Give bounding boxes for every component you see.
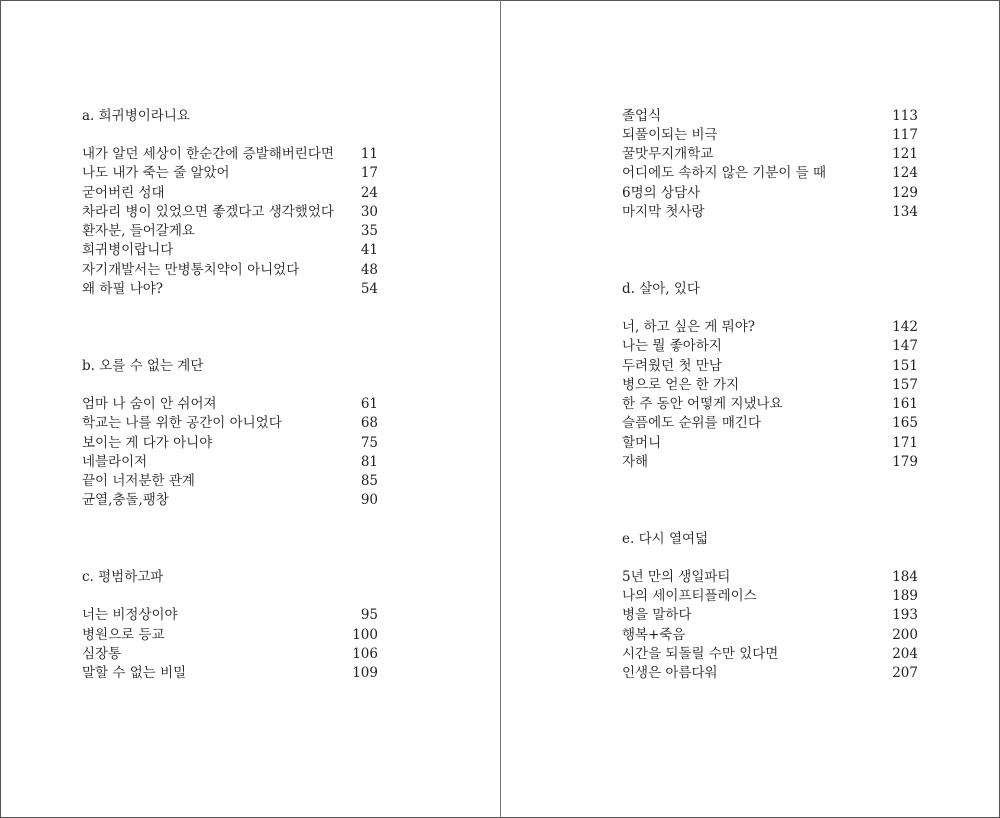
entry-title: 왜 하필 나야? <box>82 281 164 297</box>
toc-entry[interactable] <box>82 145 378 164</box>
entry-page-number: 165 <box>892 415 918 431</box>
toc-entry[interactable] <box>82 280 378 299</box>
toc-entry[interactable] <box>82 203 378 222</box>
section-heading-d: d. 살아, 있다 <box>622 281 700 297</box>
toc-entry[interactable] <box>622 357 918 376</box>
entry-title: 나는 뭘 좋아하지 <box>622 338 722 354</box>
entry-page-number: 90 <box>360 492 378 508</box>
entry-title: 시간을 되돌릴 수만 있다면 <box>622 646 779 662</box>
toc-entry[interactable] <box>622 587 918 606</box>
toc-entry[interactable] <box>82 395 378 414</box>
entry-page-number: 113 <box>892 108 918 124</box>
entry-page-number: 100 <box>352 627 378 643</box>
entry-page-number: 30 <box>360 204 378 220</box>
entry-page-number: 207 <box>892 665 918 681</box>
entry-page-number: 54 <box>360 281 378 297</box>
entry-page-number: 134 <box>892 204 918 220</box>
toc-entry[interactable] <box>622 626 918 645</box>
entry-title: 5년 만의 생일파티 <box>622 569 731 585</box>
entry-page-number: 147 <box>892 338 918 354</box>
entry-title: 끝이 너저분한 관계 <box>82 473 195 489</box>
entry-title: 인생은 아름다워 <box>622 665 718 681</box>
entry-title: 보이는 게 다가 아니야 <box>82 435 213 451</box>
entry-page-number: 142 <box>892 319 918 335</box>
toc-entry[interactable] <box>82 472 378 491</box>
entry-page-number: 35 <box>360 223 378 239</box>
entry-title: 자기개발서는 만병통치약이 아니었다 <box>82 262 300 278</box>
entry-page-number: 61 <box>360 396 378 412</box>
toc-entry[interactable] <box>622 453 918 472</box>
entry-title: 나의 세이프티플레이스 <box>622 588 757 604</box>
entry-title: 꿀맛무지개학교 <box>622 146 714 162</box>
entry-title: 6명의 상담사 <box>622 185 701 201</box>
entry-title: 나도 내가 죽는 줄 알았어 <box>82 165 230 181</box>
entry-page-number: 189 <box>892 588 918 604</box>
left-page <box>82 0 378 818</box>
entry-title: 병을 말하다 <box>622 607 692 623</box>
entry-page-number: 161 <box>892 396 918 412</box>
entry-page-number: 75 <box>360 435 378 451</box>
section-heading-c: c. 평범하고파 <box>82 569 164 585</box>
toc-entry[interactable] <box>622 395 918 414</box>
entry-title: 심장통 <box>82 646 122 662</box>
entry-title: 되풀이되는 비극 <box>622 127 718 143</box>
entry-page-number: 200 <box>892 627 918 643</box>
section-heading-e: e. 다시 열여덟 <box>622 531 709 547</box>
book-spine-divider <box>500 0 501 818</box>
toc-entry[interactable] <box>622 145 918 164</box>
entry-page-number: 117 <box>892 127 918 143</box>
entry-page-number: 41 <box>360 242 378 258</box>
entry-page-number: 179 <box>892 454 918 470</box>
entry-page-number: 109 <box>352 665 378 681</box>
entry-page-number: 24 <box>360 185 378 201</box>
entry-title: 학교는 나를 위한 공간이 아니었다 <box>82 415 282 431</box>
toc-entry[interactable] <box>82 241 378 260</box>
toc-entry[interactable] <box>82 164 378 183</box>
toc-entry[interactable] <box>622 568 918 587</box>
entry-title: 졸업식 <box>622 108 662 124</box>
entry-title: 희귀병이랍니다 <box>82 242 174 258</box>
toc-entry[interactable] <box>82 491 378 510</box>
entry-page-number: 11 <box>360 146 378 162</box>
entry-page-number: 204 <box>892 646 918 662</box>
entry-page-number: 95 <box>360 607 378 623</box>
toc-entry[interactable] <box>82 222 378 241</box>
entry-title: 두려웠던 첫 만남 <box>622 358 722 374</box>
toc-entry[interactable] <box>82 645 378 664</box>
toc-entry[interactable] <box>82 606 378 625</box>
toc-entry[interactable] <box>82 414 378 433</box>
entry-title: 굳어버린 성대 <box>82 185 165 201</box>
entry-page-number: 171 <box>892 435 918 451</box>
entry-title: 마지막 첫사랑 <box>622 204 705 220</box>
entry-page-number: 48 <box>360 262 378 278</box>
toc-entry[interactable] <box>622 318 918 337</box>
entry-page-number: 17 <box>360 165 378 181</box>
section-heading-a: a. 희귀병이라니요 <box>82 108 190 124</box>
toc-entry[interactable] <box>622 664 918 683</box>
entry-title: 차라리 병이 있었으면 좋겠다고 생각했었다 <box>82 204 334 220</box>
toc-entry[interactable] <box>82 434 378 453</box>
entry-title: 엄마 나 숨이 안 쉬어져 <box>82 396 217 412</box>
entry-title: 자해 <box>622 454 649 470</box>
entry-page-number: 193 <box>892 607 918 623</box>
entry-title: 한 주 동안 어떻게 지냈나요 <box>622 396 783 412</box>
section-heading-b: b. 오를 수 없는 계단 <box>82 358 204 374</box>
entry-page-number: 106 <box>352 646 378 662</box>
entry-page-number: 85 <box>360 473 378 489</box>
toc-entry[interactable] <box>622 184 918 203</box>
entry-page-number: 157 <box>892 377 918 393</box>
toc-entry[interactable] <box>622 376 918 395</box>
right-page <box>622 0 918 818</box>
toc-entry[interactable] <box>622 126 918 145</box>
toc-entry[interactable] <box>622 606 918 625</box>
entry-page-number: 121 <box>892 146 918 162</box>
entry-title: 말할 수 없는 비밀 <box>82 665 187 681</box>
entry-title: 슬픔에도 순위를 매긴다 <box>622 415 761 431</box>
toc-entry[interactable] <box>82 261 378 280</box>
entry-title: 네블라이저 <box>82 454 148 470</box>
entry-title: 환자분, 들어갈게요 <box>82 223 195 239</box>
toc-entry[interactable] <box>622 107 918 126</box>
entry-title: 병으로 얻은 한 가지 <box>622 377 740 393</box>
toc-entry[interactable] <box>622 337 918 356</box>
entry-title: 병원으로 등교 <box>82 627 165 643</box>
entry-title: 균열,충돌,팽창 <box>82 492 169 508</box>
entry-page-number: 124 <box>892 165 918 181</box>
toc-entry[interactable] <box>622 203 918 222</box>
entry-page-number: 151 <box>892 358 918 374</box>
toc-entry[interactable] <box>622 164 918 183</box>
entry-page-number: 184 <box>892 569 918 585</box>
entry-page-number: 81 <box>360 454 378 470</box>
entry-page-number: 129 <box>892 185 918 201</box>
entry-page-number: 68 <box>360 415 378 431</box>
entry-title: 할머니 <box>622 435 662 451</box>
toc-entry[interactable] <box>82 664 378 683</box>
toc-entry[interactable] <box>82 453 378 472</box>
entry-title: 너, 하고 싶은 게 뭐야? <box>622 319 756 335</box>
toc-entry[interactable] <box>622 645 918 664</box>
toc-entry[interactable] <box>622 414 918 433</box>
entry-title: 어디에도 속하지 않은 기분이 들 때 <box>622 165 827 181</box>
toc-entry[interactable] <box>82 184 378 203</box>
toc-entry[interactable] <box>622 434 918 453</box>
entry-title: 너는 비정상이야 <box>82 607 178 623</box>
entry-title: 내가 알던 세상이 한순간에 증발해버린다면 <box>82 146 334 162</box>
entry-title: 행복+죽음 <box>622 627 686 643</box>
toc-entry[interactable] <box>82 626 378 645</box>
